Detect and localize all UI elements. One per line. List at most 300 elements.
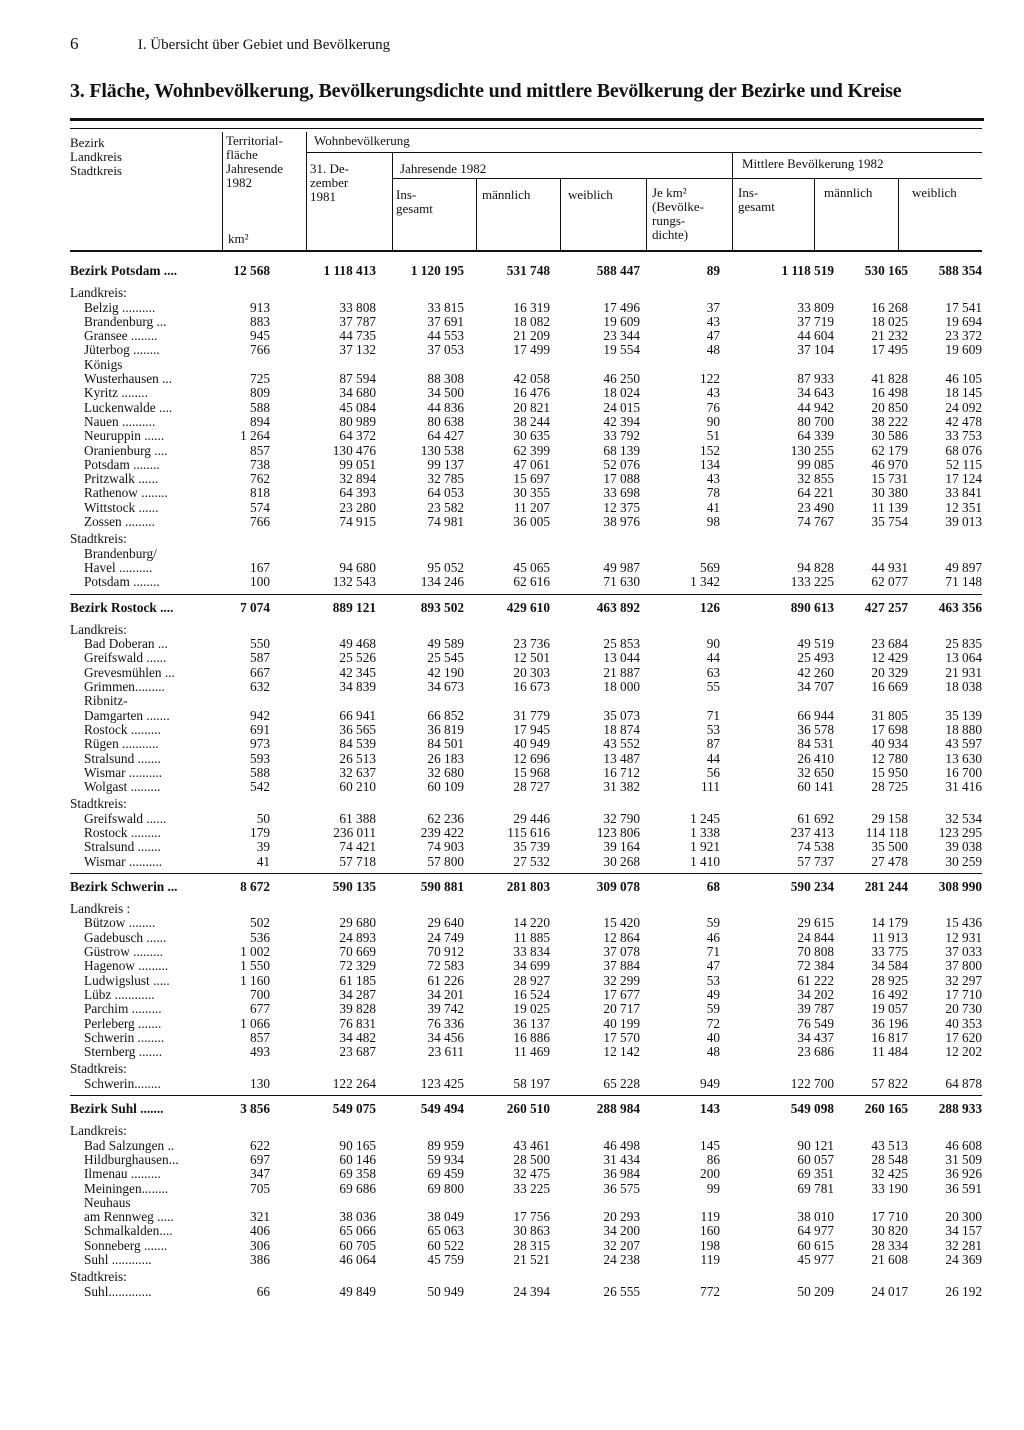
bezirk-row [70, 880, 982, 894]
cell-c4: 19 025 [513, 1001, 550, 1017]
cell-c6: 53 [706, 721, 720, 737]
cell-c2: 60 210 [339, 779, 376, 795]
cell-c5: 23 344 [603, 328, 640, 344]
cell-c3: 26 183 [427, 750, 464, 766]
cell-c6: 44 [706, 750, 720, 766]
cell-c5: 35 073 [603, 707, 640, 723]
cell-c5: 13 487 [603, 750, 640, 766]
row-name: Stadtkreis: [70, 531, 127, 547]
cell-c9: 19 694 [945, 313, 982, 329]
table-row [70, 472, 982, 486]
cell-c3: 62 236 [427, 810, 464, 826]
row-name: Stadtkreis: [70, 1269, 127, 1285]
cell-c2: 590 135 [332, 878, 376, 894]
cell-c4: 45 065 [513, 559, 550, 575]
table-row [70, 343, 982, 357]
table-row [70, 766, 982, 780]
cell-c9: 17 124 [945, 471, 982, 487]
cell-c1: 321 [250, 1209, 270, 1225]
cell-c4: 17 499 [513, 342, 550, 358]
cell-c4: 23 736 [513, 636, 550, 652]
cell-c9: 18 145 [945, 385, 982, 401]
cell-c7: 94 828 [797, 559, 834, 575]
cell-c9: 17 541 [945, 299, 982, 315]
cell-c3: 130 538 [420, 442, 464, 458]
cell-c8: 17 698 [871, 721, 908, 737]
header-bottom-rule [70, 250, 982, 252]
divider [732, 152, 733, 250]
cell-c4: 20 821 [513, 399, 550, 415]
cell-c6: 59 [706, 1001, 720, 1017]
cell-c7: 32 650 [797, 764, 834, 780]
cell-c2: 132 543 [332, 574, 376, 590]
cell-c4: 30 635 [513, 428, 550, 444]
cell-c2: 33 808 [339, 299, 376, 315]
cell-c5: 39 164 [603, 839, 640, 855]
row-name: Landkreis : [70, 901, 131, 917]
row-name: Schwerin........ [84, 1075, 161, 1091]
cell-c7: 64 977 [797, 1223, 834, 1239]
cell-c9: 42 478 [945, 413, 982, 429]
cell-c2: 34 287 [339, 986, 376, 1002]
table-row [70, 458, 982, 472]
cell-c5: 309 078 [596, 878, 640, 894]
header-weiblich: weiblich [568, 187, 613, 202]
row-name: Ribnitz- [84, 693, 128, 709]
cell-c8: 33 775 [871, 944, 908, 960]
cell-c4: 28 927 [513, 972, 550, 988]
header-31dez1981: 31. De- zember 1981 [310, 161, 349, 204]
row-name: Hagenow ......... [84, 958, 169, 974]
cell-c6: 1 338 [690, 824, 720, 840]
row-name: Wolgast ......... [84, 779, 161, 795]
cell-c6: 47 [706, 328, 720, 344]
cell-c1: 39 [256, 839, 270, 855]
cell-c8: 20 850 [871, 399, 908, 415]
row-name: Stadtkreis: [70, 796, 127, 812]
cell-c6: 145 [700, 1137, 720, 1153]
section-label-row [70, 623, 982, 637]
cell-c8: 12 780 [871, 750, 908, 766]
cell-c3: 64 427 [427, 428, 464, 444]
cell-c5: 37 884 [603, 958, 640, 974]
table-row [70, 945, 982, 959]
cell-c1: 857 [250, 442, 270, 458]
cell-c3: 64 053 [427, 485, 464, 501]
table-row [70, 486, 982, 500]
row-name: Suhl............. [84, 1283, 152, 1299]
cell-c5: 24 238 [603, 1252, 640, 1267]
title-rule [70, 118, 984, 121]
cell-c8: 30 380 [871, 485, 908, 501]
cell-c4: 281 803 [506, 878, 550, 894]
cell-c4: 16 524 [513, 986, 550, 1002]
table-row [70, 561, 982, 575]
cell-c5: 15 420 [603, 915, 640, 931]
cell-c8: 21 232 [871, 328, 908, 344]
row-name: Rostock ......... [84, 721, 161, 737]
table-row [70, 737, 982, 751]
cell-c7: 133 225 [790, 574, 834, 590]
cell-c5: 42 394 [603, 413, 640, 429]
cell-c4: 43 461 [513, 1137, 550, 1153]
cell-c1: 130 [250, 1075, 270, 1091]
cell-c2: 549 075 [332, 1101, 376, 1117]
page-number: 6 [70, 34, 79, 53]
cell-c8: 114 118 [865, 824, 908, 840]
cell-c4: 11 885 [513, 929, 550, 945]
cell-c5: 26 555 [603, 1283, 640, 1299]
divider [646, 178, 647, 250]
cell-c8: 40 934 [871, 736, 908, 752]
cell-c5: 43 552 [603, 736, 640, 752]
cell-c5: 18 024 [603, 385, 640, 401]
cell-c8: 35 500 [871, 839, 908, 855]
row-name: Ilmenau ......... [84, 1166, 161, 1182]
cell-c5: 12 142 [603, 1044, 640, 1060]
cell-c2: 34 839 [339, 679, 376, 695]
cell-c1: 179 [250, 824, 270, 840]
table-row [70, 974, 982, 988]
cell-c7: 45 977 [797, 1252, 834, 1267]
cell-c7: 57 737 [797, 853, 834, 869]
cell-c6: 63 [706, 664, 720, 680]
cell-c5: 17 496 [603, 299, 640, 315]
cell-c8: 281 244 [864, 878, 908, 894]
cell-c9: 32 281 [945, 1237, 982, 1253]
cell-c8: 19 057 [871, 1001, 908, 1017]
running-head [70, 34, 984, 54]
cell-c1: 691 [250, 721, 270, 737]
cell-c5: 13 044 [603, 650, 640, 666]
cell-c6: 41 [706, 499, 720, 515]
cell-c7: 34 643 [797, 385, 834, 401]
cell-c2: 61 388 [339, 810, 376, 826]
cell-c9: 21 931 [945, 664, 982, 680]
cell-c2: 69 686 [339, 1180, 376, 1196]
header-maennlich: männlich [482, 187, 531, 202]
divider [392, 152, 393, 250]
cell-c3: 39 742 [427, 1001, 464, 1017]
cell-c7: 74 538 [797, 839, 834, 855]
cell-c4: 429 610 [506, 599, 550, 615]
cell-c8: 38 222 [871, 413, 908, 429]
cell-c4: 260 510 [506, 1101, 550, 1117]
cell-c3: 50 949 [427, 1283, 464, 1299]
cell-c7: 39 787 [797, 1001, 834, 1017]
section-label-row [70, 1270, 982, 1284]
row-name: Schwerin ........ [84, 1029, 165, 1045]
cell-c2: 61 185 [339, 972, 376, 988]
table-row [70, 415, 982, 429]
cell-c5: 288 984 [596, 1101, 640, 1117]
cell-c3: 69 459 [427, 1166, 464, 1182]
cell-c7: 69 351 [797, 1166, 834, 1182]
cell-c7: 237 413 [790, 824, 834, 840]
cell-c6: 1 921 [690, 839, 720, 855]
table-row [70, 812, 982, 826]
cell-c6: 200 [700, 1166, 720, 1182]
cell-c6: 98 [706, 514, 720, 530]
cell-c1: 1 550 [240, 958, 270, 974]
cell-c4: 24 394 [513, 1283, 550, 1299]
cell-c7: 90 121 [797, 1137, 834, 1153]
cell-c1: 725 [250, 371, 270, 387]
divider [898, 178, 899, 250]
row-name: Suhl ............ [84, 1252, 152, 1267]
cell-c4: 34 699 [513, 958, 550, 974]
cell-c2: 44 735 [339, 328, 376, 344]
table-row [70, 840, 982, 854]
cell-c9: 36 591 [945, 1180, 982, 1196]
cell-c8: 28 548 [871, 1151, 908, 1167]
cell-c4: 16 319 [513, 299, 550, 315]
cell-c6: 53 [706, 972, 720, 988]
section-label-row [70, 1062, 982, 1076]
table-row [70, 752, 982, 766]
cell-c1: 818 [250, 485, 270, 501]
cell-c1: 705 [250, 1180, 270, 1196]
cell-c5: 30 268 [603, 853, 640, 869]
cell-c4: 115 616 [507, 824, 550, 840]
cell-c3: 80 638 [427, 413, 464, 429]
row-name: Bezirk Rostock .... [70, 599, 174, 615]
cell-c3: 123 425 [420, 1075, 464, 1091]
cell-c2: 60 705 [339, 1237, 376, 1253]
cell-c1: 587 [250, 650, 270, 666]
cell-c6: 569 [700, 559, 720, 575]
cell-c5: 37 078 [603, 944, 640, 960]
cell-c6: 43 [706, 313, 720, 329]
cell-c8: 43 513 [871, 1137, 908, 1153]
cell-c6: 68 [706, 878, 720, 894]
cell-c9: 123 295 [938, 824, 982, 840]
cell-c8: 44 931 [871, 559, 908, 575]
cell-c2: 42 345 [339, 664, 376, 680]
table-row [70, 694, 982, 708]
cell-c6: 37 [706, 299, 720, 315]
cell-c7: 590 234 [790, 878, 834, 894]
cell-c5: 33 698 [603, 485, 640, 501]
row-name: Landkreis: [70, 285, 127, 301]
cell-c9: 37 033 [945, 944, 982, 960]
cell-c4: 21 209 [513, 328, 550, 344]
table-row [70, 1139, 982, 1153]
cell-c9: 30 259 [945, 853, 982, 869]
cell-c9: 39 038 [945, 839, 982, 855]
cell-c7: 32 855 [797, 471, 834, 487]
cell-c3: 32 680 [427, 764, 464, 780]
table-row [70, 515, 982, 529]
cell-c8: 28 925 [871, 972, 908, 988]
cell-c7: 890 613 [790, 599, 834, 615]
row-name: Greifswald ...... [84, 650, 167, 666]
cell-c7: 36 578 [797, 721, 834, 737]
cell-c9: 64 878 [945, 1075, 982, 1091]
row-name: Luckenwalde .... [84, 399, 173, 415]
cell-c4: 17 945 [513, 721, 550, 737]
cell-c7: 80 700 [797, 413, 834, 429]
cell-c1: 700 [250, 986, 270, 1002]
cell-c4: 21 521 [513, 1252, 550, 1267]
cell-c6: 44 [706, 650, 720, 666]
cell-c8: 33 190 [871, 1180, 908, 1196]
cell-c1: 574 [250, 499, 270, 515]
row-name: Rügen ........... [84, 736, 159, 752]
cell-c2: 130 476 [332, 442, 376, 458]
cell-c3: 76 336 [427, 1015, 464, 1031]
cell-c8: 17 710 [871, 1209, 908, 1225]
cell-c3: 34 500 [427, 385, 464, 401]
cell-c3: 36 819 [427, 721, 464, 737]
cell-c1: 913 [250, 299, 270, 315]
table-row [70, 372, 982, 386]
cell-c7: 26 410 [797, 750, 834, 766]
section-label-row [70, 902, 982, 916]
cell-c9: 17 710 [945, 986, 982, 1002]
cell-c8: 16 492 [871, 986, 908, 1002]
row-name: Stralsund ....... [84, 839, 161, 855]
cell-c8: 29 158 [871, 810, 908, 826]
table-row [70, 575, 982, 589]
table-row [70, 547, 982, 561]
cell-c9: 46 105 [945, 371, 982, 387]
cell-c8: 15 950 [871, 764, 908, 780]
row-name: Wismar .......... [84, 853, 163, 869]
cell-c4: 28 315 [513, 1237, 550, 1253]
cell-c7: 34 202 [797, 986, 834, 1002]
cell-c1: 677 [250, 1001, 270, 1017]
bezirk-separator [70, 873, 982, 874]
header-rule [306, 152, 982, 153]
cell-c2: 23 280 [339, 499, 376, 515]
cell-c5: 463 892 [596, 599, 640, 615]
cell-c5: 18 000 [603, 679, 640, 695]
cell-c6: 119 [700, 1209, 720, 1225]
cell-c9: 13 064 [945, 650, 982, 666]
section-label-row [70, 532, 982, 546]
cell-c4: 28 727 [513, 779, 550, 795]
header-jahresende1982: Jahresende 1982 [400, 161, 487, 176]
row-name: Königs [84, 356, 123, 372]
cell-c6: 47 [706, 958, 720, 974]
cell-c6: 86 [706, 1151, 720, 1167]
row-name: Stralsund ....... [84, 750, 161, 766]
cell-c3: 74 903 [427, 839, 464, 855]
row-name: Damgarten ....... [84, 707, 170, 723]
cell-c1: 762 [250, 471, 270, 487]
cell-c5: 588 447 [596, 263, 640, 278]
cell-c6: 72 [706, 1015, 720, 1031]
cell-c6: 87 [706, 736, 720, 752]
table-row [70, 988, 982, 1002]
cell-c2: 36 565 [339, 721, 376, 737]
cell-c4: 20 303 [513, 664, 550, 680]
cell-c6: 76 [706, 399, 720, 415]
table-row [70, 723, 982, 737]
bezirk-row [70, 264, 982, 278]
cell-c9: 20 300 [945, 1209, 982, 1225]
cell-c5: 19 609 [603, 313, 640, 329]
cell-c4: 33 225 [513, 1180, 550, 1196]
cell-c8: 16 817 [871, 1029, 908, 1045]
cell-c8: 34 584 [871, 958, 908, 974]
cell-c9: 25 835 [945, 636, 982, 652]
cell-c2: 889 121 [332, 599, 376, 615]
cell-c9: 15 436 [945, 915, 982, 931]
row-name: Stadtkreis: [70, 1061, 127, 1077]
cell-c6: 71 [706, 707, 720, 723]
cell-c8: 11 139 [871, 499, 908, 515]
cell-c9: 37 800 [945, 958, 982, 974]
cell-c6: 949 [700, 1075, 720, 1091]
cell-c9: 35 139 [945, 707, 982, 723]
cell-c5: 40 199 [603, 1015, 640, 1031]
cell-c5: 38 976 [603, 514, 640, 530]
cell-c6: 40 [706, 1029, 720, 1045]
cell-c8: 41 828 [871, 371, 908, 387]
cell-c9: 26 192 [945, 1283, 982, 1299]
cell-c1: 8 672 [240, 878, 270, 894]
cell-c2: 87 594 [339, 371, 376, 387]
table-row [70, 1285, 982, 1299]
cell-c4: 30 355 [513, 485, 550, 501]
cell-c3: 23 611 [427, 1044, 464, 1060]
cell-c6: 48 [706, 342, 720, 358]
row-name: Ludwigslust ..... [84, 972, 170, 988]
row-name: Greifswald ...... [84, 810, 167, 826]
row-name: Parchim ......... [84, 1001, 162, 1017]
cell-c5: 46 498 [603, 1137, 640, 1153]
cell-c5: 36 984 [603, 1166, 640, 1182]
cell-c4: 35 739 [513, 839, 550, 855]
cell-c8: 16 268 [871, 299, 908, 315]
cell-c9: 31 509 [945, 1151, 982, 1167]
cell-c9: 46 608 [945, 1137, 982, 1153]
cell-c6: 772 [700, 1283, 720, 1299]
cell-c4: 29 446 [513, 810, 550, 826]
cell-c6: 71 [706, 944, 720, 960]
cell-c1: 41 [256, 853, 270, 869]
header-mittlere-maennlich: männlich [824, 185, 873, 200]
cell-c2: 29 680 [339, 915, 376, 931]
section-label-row [70, 797, 982, 811]
row-name: am Rennweg ..... [84, 1209, 174, 1225]
cell-c6: 43 [706, 385, 720, 401]
cell-c5: 19 554 [603, 342, 640, 358]
cell-c3: 95 052 [427, 559, 464, 575]
row-name: Gadebusch ...... [84, 929, 167, 945]
row-name: Bezirk Suhl ....... [70, 1101, 164, 1117]
cell-c1: 306 [250, 1237, 270, 1253]
table-row [70, 1239, 982, 1253]
row-name: Landkreis: [70, 621, 127, 637]
cell-c7: 60 615 [797, 1237, 834, 1253]
table-row [70, 386, 982, 400]
cell-c2: 23 687 [339, 1044, 376, 1060]
table-row [70, 1224, 982, 1238]
cell-c4: 18 082 [513, 313, 550, 329]
cell-c1: 1 264 [240, 428, 270, 444]
cell-c8: 16 669 [871, 679, 908, 695]
cell-c4: 33 834 [513, 944, 550, 960]
cell-c9: 17 620 [945, 1029, 982, 1045]
cell-c7: 87 933 [797, 371, 834, 387]
cell-c1: 493 [250, 1044, 270, 1060]
cell-c2: 49 468 [339, 636, 376, 652]
row-name: Schmalkalden.... [84, 1223, 173, 1239]
cell-c8: 30 586 [871, 428, 908, 444]
